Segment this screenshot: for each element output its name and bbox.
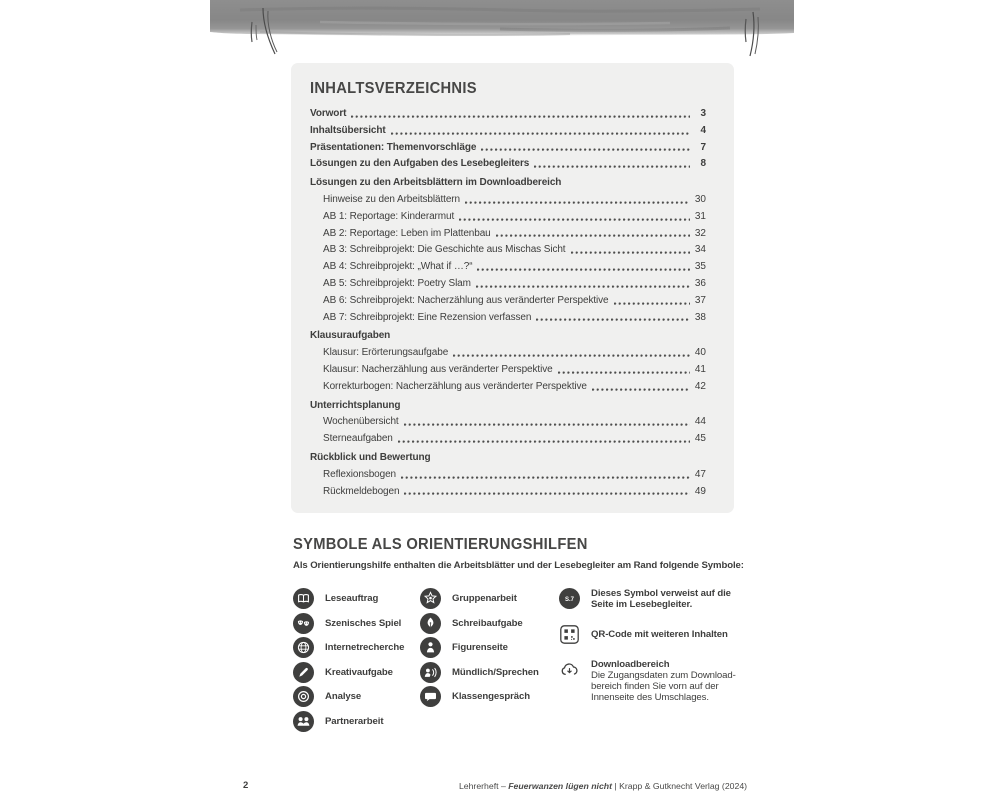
toc-entry-label: Rückmeldebogen: [323, 485, 400, 497]
dotted-leader: [404, 491, 690, 495]
dotted-leader: [398, 439, 690, 443]
pencil-icon: [293, 662, 314, 683]
toc-page-number: 47: [694, 468, 706, 480]
toc-page-number: 31: [694, 210, 706, 222]
toc-section-header: [310, 398, 706, 415]
toc-entry-label: AB 5: Schreibprojekt: Poetry Slam: [323, 277, 471, 289]
toc-entry-label: Klausur: Nacherzählung aus veränderter Perspektive: [323, 363, 553, 375]
dotted-leader: [481, 147, 690, 151]
toc-entry: [310, 379, 706, 396]
toc-entry-label: Reflexionsbogen: [323, 468, 396, 480]
ink-wash-band: [210, 0, 794, 64]
toc-entry-label: Unterrichtsplanung: [310, 399, 401, 411]
cloud-download-icon: [559, 659, 580, 680]
toc-entry: [310, 467, 706, 484]
page-reference-icon: [559, 588, 580, 609]
dotted-leader: [351, 114, 690, 118]
toc-page-number: 42: [694, 380, 706, 392]
footer-book-title: Feuerwanzen lügen nicht: [508, 781, 612, 791]
legend-column-3: [559, 588, 745, 717]
dotted-leader: [614, 301, 690, 305]
legend-item: [420, 686, 566, 707]
dotted-leader: [476, 284, 690, 288]
legend-label: Kreativaufgabe: [325, 666, 393, 678]
dotted-leader: [465, 200, 690, 204]
legend-column-2: [420, 588, 566, 711]
dotted-leader: [558, 370, 690, 374]
toc-entry-label: AB 6: Schreibprojekt: Nacherzählung aus veränderter Perspektive: [323, 294, 609, 306]
toc-page-number: 8: [700, 158, 706, 170]
toc-entry: [310, 431, 706, 448]
speaking-icon: [420, 662, 441, 683]
legend-item: [420, 588, 566, 609]
legend-label: Analyse: [325, 691, 362, 702]
legend-column-1: [293, 588, 425, 735]
dotted-leader: [391, 131, 690, 135]
toc-entry-label: Wochenübersicht: [323, 416, 399, 428]
group-star-icon: [420, 588, 441, 609]
toc-entry-label: Hinweise zu den Arbeitsblättern: [323, 193, 460, 205]
toc-list: [310, 106, 706, 500]
toc-page-number: 44: [694, 416, 706, 428]
toc-entry: [310, 140, 706, 157]
toc-page-number: 49: [694, 485, 706, 497]
toc-entry: [310, 242, 706, 259]
toc-entry-label: Präsentationen: Themenvorschläge: [310, 141, 477, 153]
toc-entry-label: AB 3: Schreibprojekt: Die Geschichte aus Mischas Sicht: [323, 244, 566, 256]
footer-page-number: 2: [243, 780, 249, 791]
toc-entry-label: AB 4: Schreibprojekt: „What if …?“: [323, 261, 473, 273]
footer-credit-suffix: | Krapp & Gutknecht Verlag (2024): [611, 781, 748, 791]
header-artwork: [210, 0, 794, 64]
toc-entry: [310, 226, 706, 243]
theater-masks-icon: [293, 613, 314, 634]
toc-entry: [310, 484, 706, 501]
toc-page-number: 36: [694, 277, 706, 289]
dotted-leader: [401, 475, 690, 479]
symbols-intro: Als Orientierungshilfe enthalten die Arbeitsblätter und der Lesebegleiter am Rand folgende Symbole:: [293, 560, 744, 571]
legend-item: [559, 659, 745, 703]
toc-page-number: 30: [694, 193, 706, 205]
dotted-leader: [536, 317, 690, 321]
dotted-leader: [477, 267, 690, 271]
legend-item: [293, 711, 425, 732]
toc-page-number: 45: [694, 433, 706, 445]
toc-page-number: 38: [694, 311, 706, 323]
toc-entry-label: AB 1: Reportage: Kinderarmut: [323, 210, 455, 222]
toc-entry-label: Korrekturbogen: Nacherzählung aus veränderter Perspektive: [323, 380, 587, 392]
legend-item: [293, 588, 425, 609]
toc-entry: [310, 414, 706, 431]
toc-entry: [310, 259, 706, 276]
toc-entry-label: AB 7: Schreibprojekt: Eine Rezension verfassen: [323, 311, 532, 323]
toc-entry-label: Klausuraufgaben: [310, 330, 391, 342]
toc-entry: [310, 192, 706, 209]
legend-item: [293, 686, 425, 707]
footer-credit: [433, 781, 773, 791]
toc-entry-label: Lösungen zu den Arbeitsblättern im Downloadbereich: [310, 177, 562, 189]
legend-item: [420, 662, 566, 683]
legend-label: Dieses Symbol verweist auf die Seite im Lesebegleiter.: [591, 588, 731, 610]
dotted-leader: [571, 250, 691, 254]
toc-entry: [310, 156, 706, 173]
legend-item: [293, 637, 425, 658]
toc-entry-label: Sterneaufgaben: [323, 433, 393, 445]
dotted-leader: [496, 233, 690, 237]
toc-entry: [310, 310, 706, 327]
pen-nib-icon: [420, 613, 441, 634]
toc-title: INHALTSVERZEICHNIS: [310, 80, 477, 97]
footer-credit-prefix: Lehrerheft –: [458, 781, 509, 791]
dotted-leader: [534, 164, 690, 168]
legend-item: [559, 624, 745, 645]
legend-item: [420, 637, 566, 658]
toc-page-number: 40: [694, 347, 706, 359]
toc-page-number: 34: [694, 244, 706, 256]
dotted-leader: [453, 353, 690, 357]
legend-item: [293, 613, 425, 634]
toc-entry-label: Rückblick und Bewertung: [310, 451, 431, 463]
legend-label: Mündlich/Sprechen: [452, 666, 539, 678]
legend-label: Partnerarbeit: [325, 715, 384, 727]
toc-entry-label: AB 2: Reportage: Leben im Plattenbau: [323, 227, 491, 239]
toc-entry-label: Klausur: Erörterungsaufgabe: [323, 347, 449, 359]
toc-page-number: 7: [700, 141, 706, 153]
toc-section-header: [310, 450, 706, 467]
book-hand-icon: [293, 588, 314, 609]
legend-label: Schreibaufgabe: [452, 617, 523, 629]
legend-label: QR-Code mit weiteren Inhalten: [591, 629, 728, 640]
toc-box: [291, 63, 734, 513]
toc-section-header: [310, 328, 706, 345]
legend-label: Gruppenarbeit: [452, 593, 517, 604]
toc-page-number: 32: [694, 227, 706, 239]
toc-page-number: 41: [694, 363, 706, 375]
toc-entry: [310, 209, 706, 226]
dotted-leader: [459, 217, 690, 221]
legend-item: [559, 588, 745, 610]
target-icon: [293, 686, 314, 707]
toc-page-number: 37: [694, 294, 706, 306]
toc-entry: [310, 362, 706, 379]
svg-text:S.7: S.7: [564, 596, 575, 603]
legend-label: Szenisches Spiel: [325, 617, 402, 629]
legend-label: Downloadbereich Die Zugangsdaten zum Download- bereich finden Sie vorn auf der Innenseite des Umschlages.: [591, 659, 736, 703]
toc-page-number: 4: [700, 124, 706, 136]
qr-code-icon: [559, 624, 580, 645]
toc-section-header: [310, 175, 706, 192]
toc-entry: [310, 345, 706, 362]
dotted-leader: [404, 422, 690, 426]
speech-bubble-icon: [420, 686, 441, 707]
legend-label: Leseauftrag: [325, 593, 379, 604]
legend-label: Klassengespräch: [452, 691, 530, 702]
partners-icon: [293, 711, 314, 732]
figure-icon: [420, 637, 441, 658]
toc-entry: [310, 106, 706, 123]
toc-page-number: 3: [700, 108, 706, 119]
toc-entry: [310, 293, 706, 310]
toc-entry: [310, 276, 706, 293]
symbols-title: SYMBOLE ALS ORIENTIERUNGSHILFEN: [293, 536, 588, 553]
globe-icon: [293, 637, 314, 658]
legend-item: [420, 613, 566, 634]
toc-entry-label: Inhaltsübersicht: [310, 124, 386, 136]
legend-label: Figurenseite: [452, 642, 508, 653]
dotted-leader: [592, 387, 690, 391]
toc-entry-label: Lösungen zu den Aufgaben des Lesebegleiters: [310, 158, 530, 170]
legend-label: Internetrecherche: [325, 642, 405, 653]
toc-entry: [310, 123, 706, 140]
toc-page-number: 35: [694, 261, 706, 273]
legend-item: [293, 662, 425, 683]
toc-entry-label: Vorwort: [310, 108, 347, 119]
